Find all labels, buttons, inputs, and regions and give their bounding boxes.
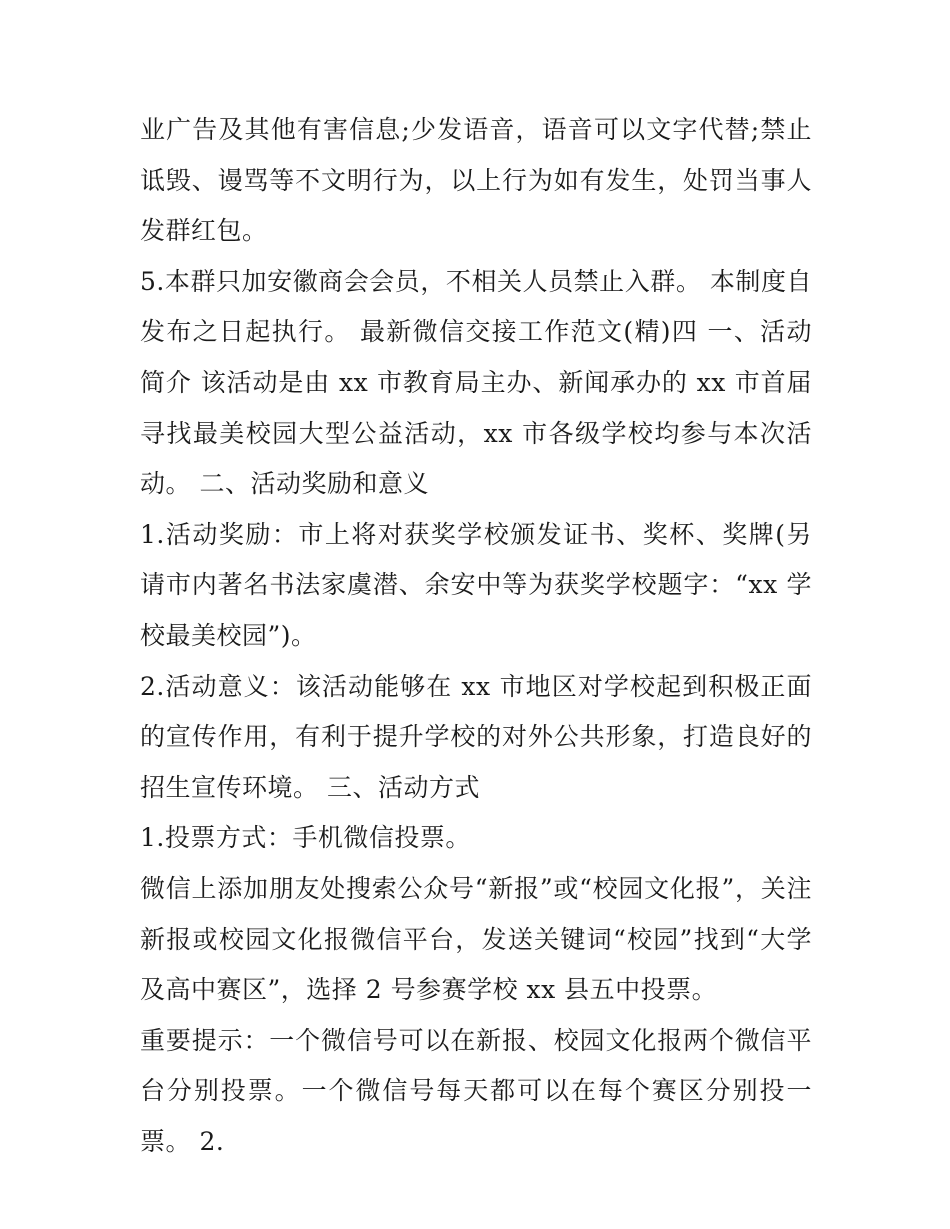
paragraph-voting-method: 1.投票方式：手机微信投票。 xyxy=(140,823,471,853)
paragraph-activity-intro: 5.本群只加安徽商会会员，不相关人员禁止入群。 本制度自发布之日起执行。 最新微信交接工作范文(精)四 一、活动简介 该活动是由 xx 市教育局主办、新闻承办的 xx 市首届寻找最美校园大型公益活动，xx 市各级学校均参与本次活动。 二、活动奖励和意义 xyxy=(140,266,812,499)
paragraph-activity-reward: 1.活动奖励：市上将对获奖学校颁发证书、奖杯、奖牌(另请市内著名书法家虞潜、余安中等为获奖学校题字：“xx 学校最美校园”)。 xyxy=(140,519,812,650)
paragraph-voting-steps: 微信上添加朋友处搜索公众号“新报”或“校园文化报”，关注新报或校园文化报微信平台，发送关键词“校园”找到“大学及高中赛区”，选择 2 号参赛学校 xx 县五中投票。 xyxy=(140,873,812,1005)
document-body xyxy=(140,105,812,1167)
paragraph-important-notice: 重要提示：一个微信号可以在新报、校园文化报两个微信平台分别投票。一个微信号每天都可以在每个赛区分别投一票。 2. xyxy=(140,1025,812,1156)
paragraph-rules-continued: 业广告及其他有害信息;少发语音，语音可以文字代替;禁止诋毁、谩骂等不文明行为，以上行为如有发生，处罚当事人发群红包。 xyxy=(140,115,812,246)
paragraph-activity-meaning: 2.活动意义：该活动能够在 xx 市地区对学校起到积极正面的宣传作用，有利于提升学校的对外公共形象，打造良好的招生宣传环境。 三、活动方式 xyxy=(140,671,812,802)
